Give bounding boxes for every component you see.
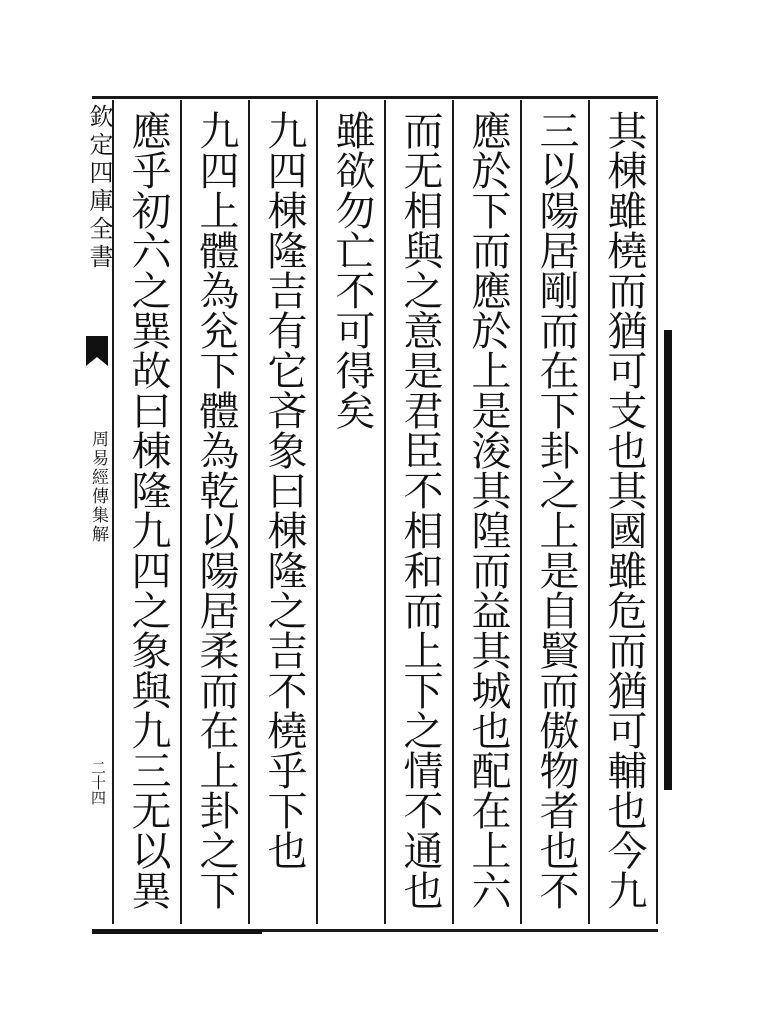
column-rule xyxy=(384,100,386,924)
column-rule xyxy=(452,100,454,924)
text-column-1: 其棟雖橈而猶可支也其國雖危而猶可輔也今九 xyxy=(601,110,647,910)
text-column-4: 而无相與之意是君臣不相和而上下之情不通也 xyxy=(397,110,443,910)
margin-book-title: 周易經傳集解 xyxy=(88,430,108,544)
margin-title: 欽定四庫全書 xyxy=(85,104,113,272)
text-column-6: 九四棟隆吉有它吝象曰棟隆之吉不橈乎下也 xyxy=(261,110,307,870)
column-rule xyxy=(316,100,318,924)
scan-edge-mark xyxy=(92,930,262,934)
text-column-2: 三以陽居剛而在下卦之上是自賢而傲物者也不 xyxy=(533,110,579,910)
text-column-7: 九四上體為兊下體為乾以陽居柔而在上卦之下 xyxy=(193,110,239,910)
scan-edge-mark xyxy=(664,330,672,790)
column-rule xyxy=(248,100,250,924)
column-rule xyxy=(656,100,658,924)
text-column-8: 應乎初六之巽故曰棟隆九四之象與九三无以異 xyxy=(125,110,171,910)
column-rule xyxy=(588,100,590,924)
column-rule xyxy=(520,100,522,924)
text-column-5: 雖欲勿亡不可得矣 xyxy=(329,110,375,430)
margin-page-number: 二十四 xyxy=(89,760,107,805)
column-rule xyxy=(180,100,182,924)
text-column-3: 應於下而應於上是浚其隍而益其城也配在上六 xyxy=(465,110,511,910)
